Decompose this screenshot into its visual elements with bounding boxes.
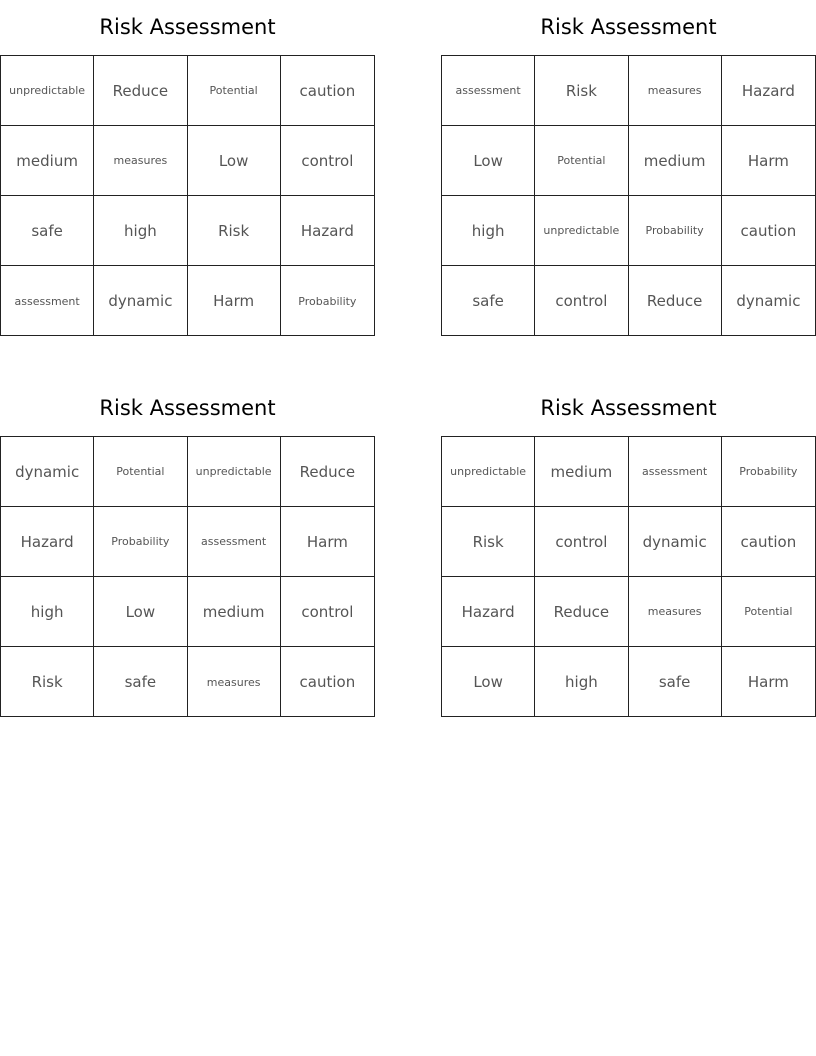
bingo-cell: unpredictable <box>442 437 535 507</box>
bingo-cell: control <box>281 126 374 196</box>
bingo-cell: Probability <box>629 196 722 266</box>
bingo-cell: Risk <box>1 647 94 717</box>
bingo-grid <box>441 55 816 336</box>
bingo-cell: Risk <box>535 56 628 126</box>
bingo-cell: safe <box>629 647 722 717</box>
bingo-cell: Low <box>188 126 281 196</box>
bingo-cell: high <box>442 196 535 266</box>
bingo-cell: measures <box>629 577 722 647</box>
bingo-cell: Hazard <box>281 196 374 266</box>
bingo-cell: measures <box>94 126 187 196</box>
bingo-cell: Harm <box>722 126 815 196</box>
bingo-cell: control <box>281 577 374 647</box>
bingo-cell: Potential <box>94 437 187 507</box>
bingo-cell: Potential <box>722 577 815 647</box>
bingo-cell: caution <box>722 507 815 577</box>
bingo-cell: Hazard <box>722 56 815 126</box>
bingo-cell: Reduce <box>535 577 628 647</box>
bingo-cell: Potential <box>535 126 628 196</box>
bingo-card-4 <box>441 381 816 717</box>
bingo-cell: caution <box>722 196 815 266</box>
bingo-cell: medium <box>188 577 281 647</box>
bingo-card-1 <box>0 0 375 336</box>
bingo-cell: Hazard <box>1 507 94 577</box>
bingo-cell: caution <box>281 56 374 126</box>
bingo-cell: safe <box>1 196 94 266</box>
bingo-cell: dynamic <box>736 292 801 310</box>
bingo-cell: unpredictable <box>188 437 281 507</box>
bingo-grid <box>0 55 375 336</box>
bingo-grid <box>0 436 375 717</box>
bingo-cell: assessment <box>629 437 722 507</box>
bingo-cell: assessment <box>1 266 94 336</box>
bingo-cell: Probability <box>298 294 357 308</box>
bingo-cell: high <box>94 196 187 266</box>
bingo-cell: dynamic <box>94 266 187 336</box>
bingo-cell: unpredictable <box>1 56 94 126</box>
bingo-cell: unpredictable <box>535 196 628 266</box>
bingo-cell: high <box>535 647 628 717</box>
bingo-cell: Harm <box>188 266 281 336</box>
bingo-cell: control <box>535 507 628 577</box>
bingo-cell: assessment <box>442 56 535 126</box>
bingo-cell: safe <box>94 647 187 717</box>
bingo-cell: measures <box>629 56 722 126</box>
bingo-cell: medium <box>535 437 628 507</box>
bingo-cell: assessment <box>188 507 281 577</box>
bingo-cell: Probability <box>722 437 815 507</box>
bingo-cell: dynamic <box>629 507 722 577</box>
bingo-cell: Low <box>442 126 535 196</box>
bingo-cell: medium <box>629 126 722 196</box>
bingo-cell: Low <box>94 577 187 647</box>
card-title: Risk Assessment <box>540 396 717 420</box>
bingo-cell: medium <box>1 126 94 196</box>
bingo-cell: Reduce <box>94 56 187 126</box>
bingo-cell: measures <box>188 647 281 717</box>
bingo-cell: Reduce <box>281 437 374 507</box>
bingo-cell: Hazard <box>442 577 535 647</box>
bingo-cell: high <box>1 577 94 647</box>
bingo-cell: Risk <box>188 196 281 266</box>
bingo-cell: safe <box>442 266 535 336</box>
bingo-cell: Potential <box>188 56 281 126</box>
card-title: Risk Assessment <box>99 396 276 420</box>
card-title: Risk Assessment <box>540 15 717 39</box>
bingo-cell: Risk <box>442 507 535 577</box>
bingo-cell: Low <box>442 647 535 717</box>
bingo-card-3 <box>0 381 375 717</box>
bingo-cell: Reduce <box>629 266 722 336</box>
bingo-cell: Probability <box>94 507 187 577</box>
bingo-cell: Harm <box>281 507 374 577</box>
bingo-cell: control <box>535 266 628 336</box>
bingo-card-2 <box>441 0 816 336</box>
card-title: Risk Assessment <box>99 15 276 39</box>
bingo-cell: dynamic <box>1 437 94 507</box>
bingo-grid <box>441 436 816 717</box>
bingo-cell: Harm <box>747 673 789 691</box>
bingo-cell: caution <box>299 673 356 691</box>
